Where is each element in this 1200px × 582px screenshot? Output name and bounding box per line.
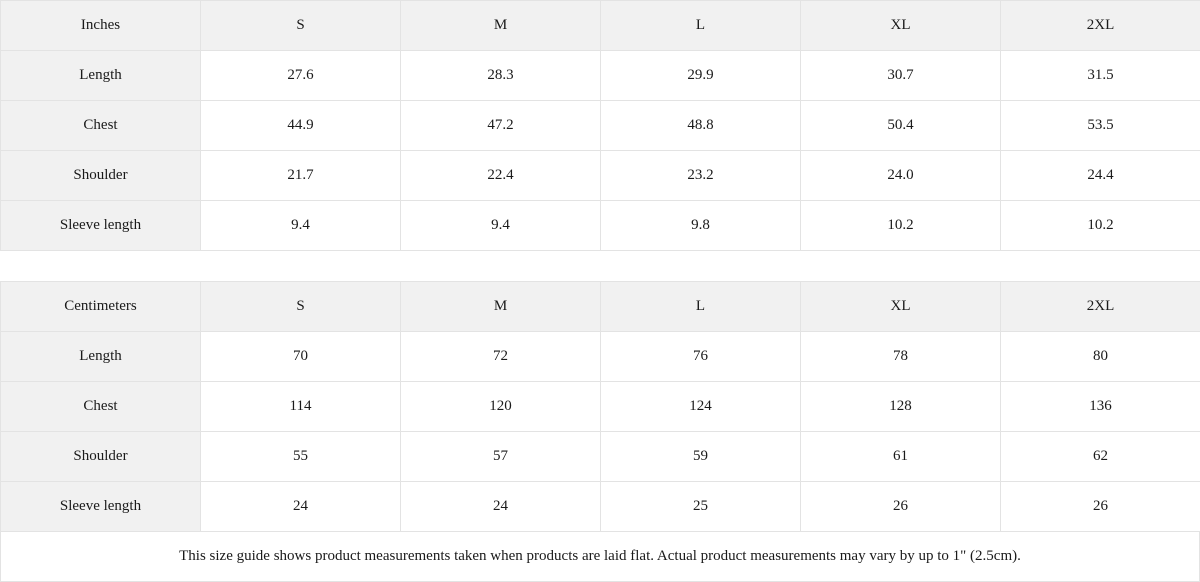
size-header-s: S	[201, 1, 401, 51]
size-table-inches	[0, 0, 1200, 251]
size-table-centimeters	[0, 281, 1200, 532]
cell: 80	[1001, 332, 1200, 382]
cell: 70	[201, 332, 401, 382]
cell: 24.4	[1001, 151, 1200, 201]
size-header-l: L	[601, 1, 801, 51]
cell: 10.2	[1001, 201, 1200, 251]
row-label: Chest	[1, 101, 201, 151]
cell: 128	[801, 382, 1001, 432]
cell: 10.2	[801, 201, 1001, 251]
cell: 114	[201, 382, 401, 432]
cell: 78	[801, 332, 1001, 382]
cell: 53.5	[1001, 101, 1200, 151]
size-header-l: L	[601, 282, 801, 332]
size-header-xl: XL	[801, 282, 1001, 332]
cell: 29.9	[601, 51, 801, 101]
table-row	[1, 151, 1200, 201]
cell: 59	[601, 432, 801, 482]
cell: 25	[601, 482, 801, 532]
cell: 62	[1001, 432, 1200, 482]
table-header-row	[1, 1, 1200, 51]
cell: 26	[801, 482, 1001, 532]
cell: 120	[401, 382, 601, 432]
unit-label-centimeters: Centimeters	[1, 282, 201, 332]
table-row	[1, 432, 1200, 482]
table-row	[1, 382, 1200, 432]
cell: 28.3	[401, 51, 601, 101]
cell: 50.4	[801, 101, 1001, 151]
cell: 9.8	[601, 201, 801, 251]
size-header-2xl: 2XL	[1001, 1, 1200, 51]
cell: 23.2	[601, 151, 801, 201]
size-header-xl: XL	[801, 1, 1001, 51]
cell: 24	[201, 482, 401, 532]
unit-label-inches: Inches	[1, 1, 201, 51]
cell: 55	[201, 432, 401, 482]
cell: 61	[801, 432, 1001, 482]
cell: 76	[601, 332, 801, 382]
row-label: Sleeve length	[1, 201, 201, 251]
row-label: Shoulder	[1, 151, 201, 201]
row-label: Length	[1, 332, 201, 382]
cell: 24	[401, 482, 601, 532]
cell: 47.2	[401, 101, 601, 151]
cell: 9.4	[201, 201, 401, 251]
table-row	[1, 482, 1200, 532]
cell: 26	[1001, 482, 1200, 532]
cell: 72	[401, 332, 601, 382]
table-row	[1, 201, 1200, 251]
cell: 124	[601, 382, 801, 432]
row-label: Shoulder	[1, 432, 201, 482]
size-header-m: M	[401, 1, 601, 51]
row-label: Length	[1, 51, 201, 101]
cell: 22.4	[401, 151, 601, 201]
cell: 27.6	[201, 51, 401, 101]
cell: 30.7	[801, 51, 1001, 101]
cell: 9.4	[401, 201, 601, 251]
table-header-row	[1, 282, 1200, 332]
size-guide-note-text: This size guide shows product measurements taken when products are laid flat. Actual product measurements may vary by up to 1" (2.5cm).	[163, 548, 1037, 565]
table-row	[1, 51, 1200, 101]
size-header-s: S	[201, 282, 401, 332]
cell: 31.5	[1001, 51, 1200, 101]
table-spacer	[0, 251, 1200, 281]
cell: 136	[1001, 382, 1200, 432]
size-header-2xl: 2XL	[1001, 282, 1200, 332]
row-label: Sleeve length	[1, 482, 201, 532]
cell: 44.9	[201, 101, 401, 151]
cell: 57	[401, 432, 601, 482]
cell: 21.7	[201, 151, 401, 201]
size-header-m: M	[401, 282, 601, 332]
size-guide-note	[0, 532, 1200, 582]
cell: 24.0	[801, 151, 1001, 201]
table-row	[1, 101, 1200, 151]
row-label: Chest	[1, 382, 201, 432]
cell: 48.8	[601, 101, 801, 151]
table-row	[1, 332, 1200, 382]
